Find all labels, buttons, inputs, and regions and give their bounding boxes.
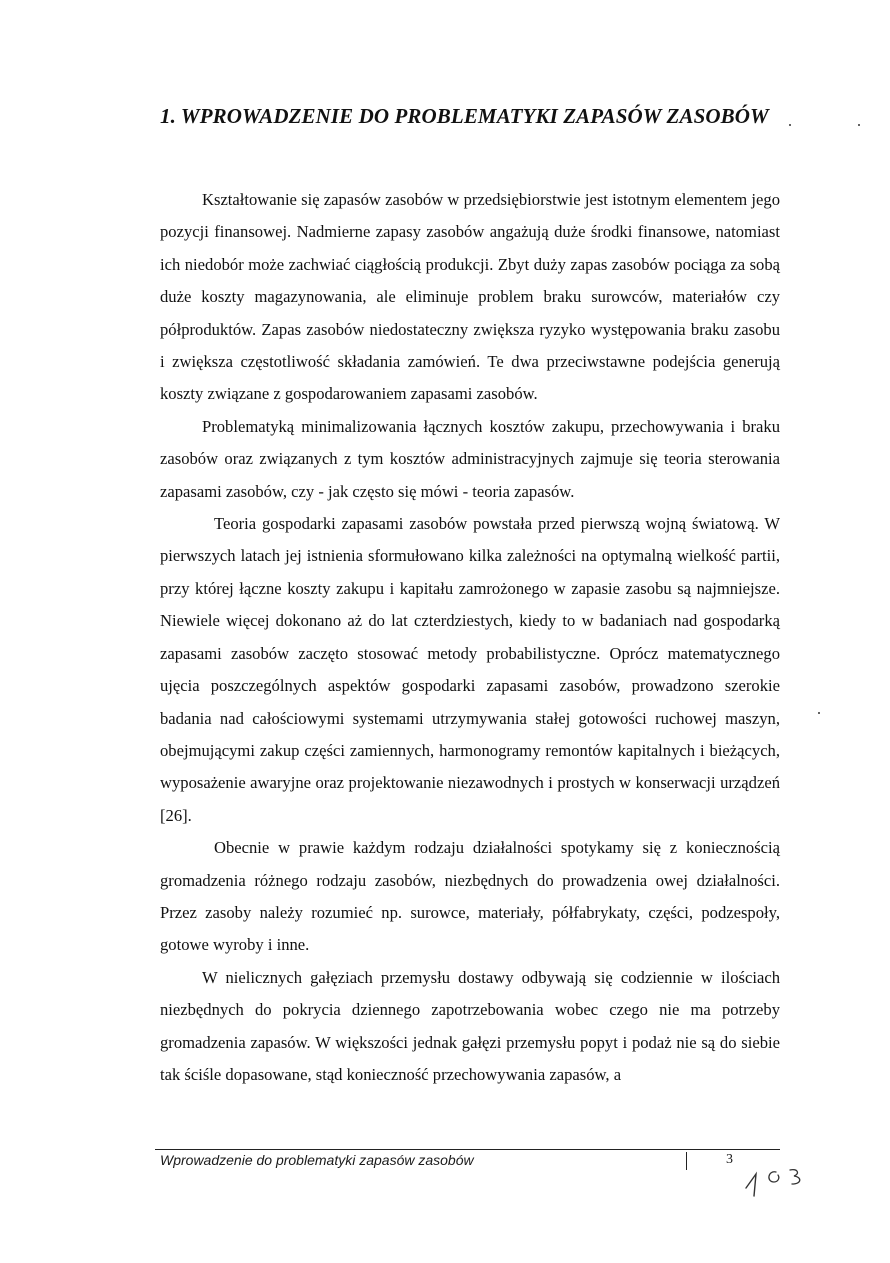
handwritten-page-number	[740, 1162, 810, 1202]
scan-speck	[818, 712, 820, 714]
scan-speck	[858, 124, 860, 126]
paragraph: Teoria gospodarki zapasami zasobów powstała przed pierwszą wojną światową. W pierwszych latach jej istnienia sformułowano kilka zależności na optymalną wielkość partii, przy której łączne koszty zakupu i kapitału zamrożonego w zapasie zasobu są najmniejsze. Niewiele więcej dokonano aż do lat czterdziestych, kiedy to w badaniach nad gospodarką zapasami zasobów zaczęto stosować metody probabilistyczne. Oprócz matematycznego ujęcia poszczególnych aspektów gospodarki zapasami zasobów, prowadzono szerokie badania nad całościowymi systemami utrzymywania stałej gotowości ruchowej maszyn, obejmującymi zakup części zamiennych, harmonogramy remontów kapitalnych i bieżących, wyposażenie awaryjne oraz projektowanie niezawodnych i prostych w konserwacji urządzeń [26].	[160, 514, 780, 825]
paragraph: Problematyką minimalizowania łącznych kosztów zakupu, przechowywania i braku zasobów oraz związanych z tym kosztów administracyjnych zajmuje się teoria sterowania zapasami zasobów, czy - jak często się mówi - teoria zapasów.	[160, 416, 780, 501]
paragraph: Obecnie w prawie każdym rodzaju działalności spotykamy się z koniecznością gromadzenia różnego rodzaju zasobów, niezbędnych do prowadzenia owej działalności. Przez zasoby należy rozumieć np. surowce, materiały, półfabrykaty, części, podzespoły, gotowe wyroby i inne.	[160, 838, 780, 955]
footer-rule	[155, 1149, 780, 1150]
scan-speck	[789, 124, 791, 126]
footer-running-title: Wprowadzenie do problematyki zapasów zasobów	[160, 1152, 474, 1168]
page-number: 3	[726, 1152, 733, 1167]
paragraph: Kształtowanie się zapasów zasobów w przedsiębiorstwie jest istotnym elementem jego pozycji finansowej. Nadmierne zapasy zasobów angażują duże środki finansowe, natomiast ich niedobór może zachwiać ciągłością produkcji. Zbyt duży zapas zasobów pociąga za sobą duże koszty magazynowania, ale eliminuje problem braku surowców, materiałów czy półproduktów. Zapas zasobów niedostateczny zwiększa ryzyko występowania braku zasobu i zwiększa częstotliwość składania zamówień. Te dwa przeciwstawne podejścia generują koszty związane z gospodarowaniem zapasami zasobów.	[160, 190, 780, 404]
chapter-heading: 1. WPROWADZENIE DO PROBLEMATYKI ZAPASÓW ZASOBÓW	[160, 104, 769, 128]
body-text	[160, 184, 780, 1091]
footer-separator	[686, 1152, 687, 1170]
paragraph: W nielicznych gałęziach przemysłu dostawy odbywają się codziennie w ilościach niezbędnych do pokrycia dziennego zapotrzebowania wobec czego nie ma potrzeby gromadzenia zapasów. W większości jednak gałęzi przemysłu popyt i podaż nie są do siebie tak ściśle dopasowane, stąd konieczność przechowywania zapasów, a	[160, 967, 780, 1084]
